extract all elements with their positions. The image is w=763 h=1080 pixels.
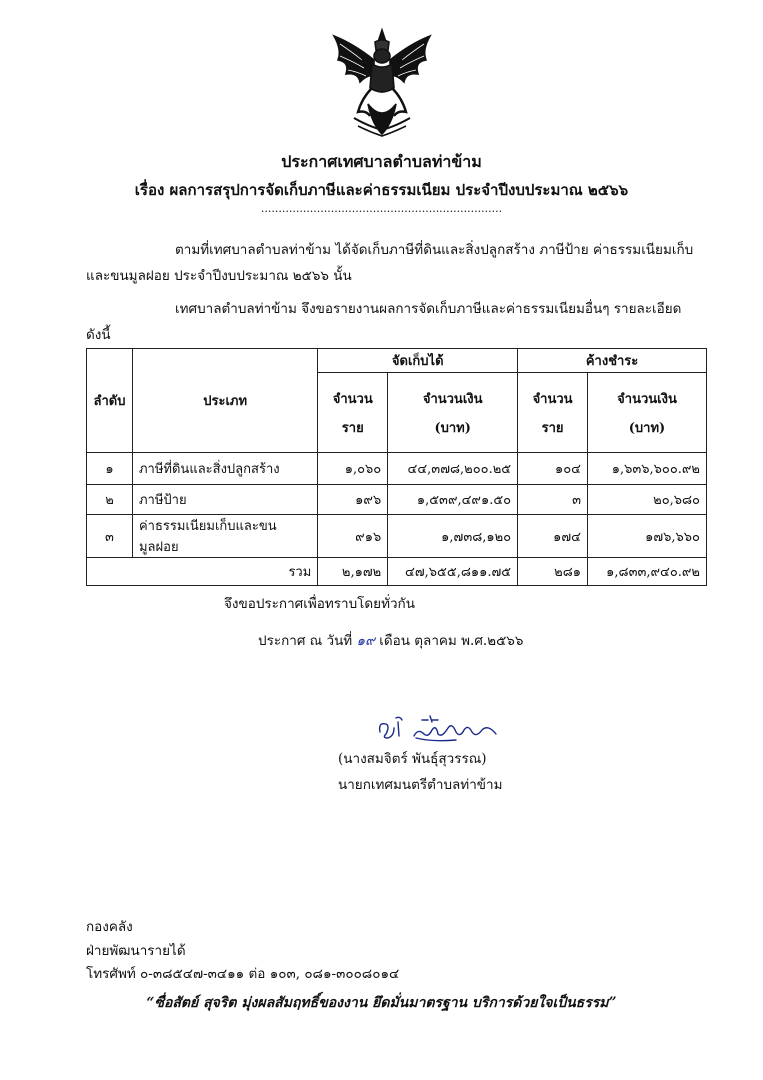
table-row: ๓ ค่าธรรมเนียมเก็บและขนมูลฝอย ๙๑๖ ๑,๗๓๘,๑๒๐ ๑๗๔ ๑๗๖,๖๖๐ [87,515,707,558]
footer-section: ฝ่ายพัฒนารายได้ [86,943,186,959]
table-row: ๑ ภาษีที่ดินและสิ่งปลูกสร้าง ๑,๐๖๐ ๔๔,๓๗๘,๒๐๐.๒๕ ๑๐๔ ๑,๖๓๖,๖๐๐.๙๒ [87,453,707,485]
garuda-emblem-icon [328,26,436,138]
paragraph-1-line-1: ตามที่เทศบาลตำบลท่าข้าม ได้จัดเก็บภาษีที่ดินและสิ่งปลูกสร้าง ภาษีป้าย ค่าธรรมเนียมเก็บ [175,242,694,258]
tax-summary-table [86,348,707,586]
signatory-name: (นางสมจิตร์ พันธุ์สุวรรณ) [338,751,487,767]
table-row: ๒ ภาษีป้าย ๑๙๖ ๑,๕๓๙,๔๙๑.๕๐ ๓ ๒๐,๖๘๐ [87,485,707,515]
paragraph-1-line-2: และขนมูลฝอย ประจำปีงบประมาณ ๒๕๖๖ นั้น [86,268,352,284]
table-total-row: รวม ๒,๑๗๒ ๔๗,๖๕๕,๘๑๑.๗๕ ๒๘๑ ๑,๘๓๓,๙๔๐.๙๒ [87,558,707,586]
footer-department: กองคลัง [86,919,133,935]
announcement-title: ประกาศเทศบาลตำบลท่าข้าม [281,152,482,171]
title-divider: ..................................................................... [260,202,503,215]
signatory-position: นายกเทศมนตรีตำบลท่าข้าม [338,777,503,793]
announcement-subject: เรื่อง ผลการสรุปการจัดเก็บภาษีและค่าธรรมเนียม ประจำปีงบประมาณ ๒๕๖๖ [134,181,629,199]
header-outstanding-amount: จำนวนเงิน (บาท) [588,373,707,453]
announcement-date: ประกาศ ณ วันที่ ๑๙ เดือน ตุลาคม พ.ศ.๒๕๖๖ [258,633,524,649]
paragraph-2-line-1: เทศบาลตำบลท่าข้าม จึงขอรายงานผลการจัดเก็บภาษีและค่าธรรมเนียมอื่นๆ รายละเอียด [175,301,682,317]
organization-motto: “ซื่อสัตย์ สุจริต มุ่งผลสัมฤทธิ์ของงาน ยึดมั่นมาตรฐาน บริการด้วยใจเป็นธรรม” [146,995,617,1011]
paragraph-2-line-2: ดังนี้ [86,327,111,343]
closing-announcement: จึงขอประกาศเพื่อทราบโดยทั่วกัน [224,596,415,612]
header-collected: จัดเก็บได้ [318,349,518,373]
header-collected-amount: จำนวนเงิน (บาท) [388,373,518,453]
header-outstanding-count: จำนวน ราย [518,373,588,453]
header-type: ประเภท [132,349,317,453]
date-day: ๑๙ [356,633,375,649]
signature-icon [372,712,522,746]
footer-phone: โทรศัพท์ ๐-๓๘๕๔๗-๓๔๑๑ ต่อ ๑๐๓, ๐๘๑-๓๐๐๘๐๑๔ [86,966,400,982]
header-outstanding: ค้างชำระ [518,349,707,373]
header-collected-count: จำนวน ราย [318,373,388,453]
header-no: ลำดับ [87,349,133,453]
